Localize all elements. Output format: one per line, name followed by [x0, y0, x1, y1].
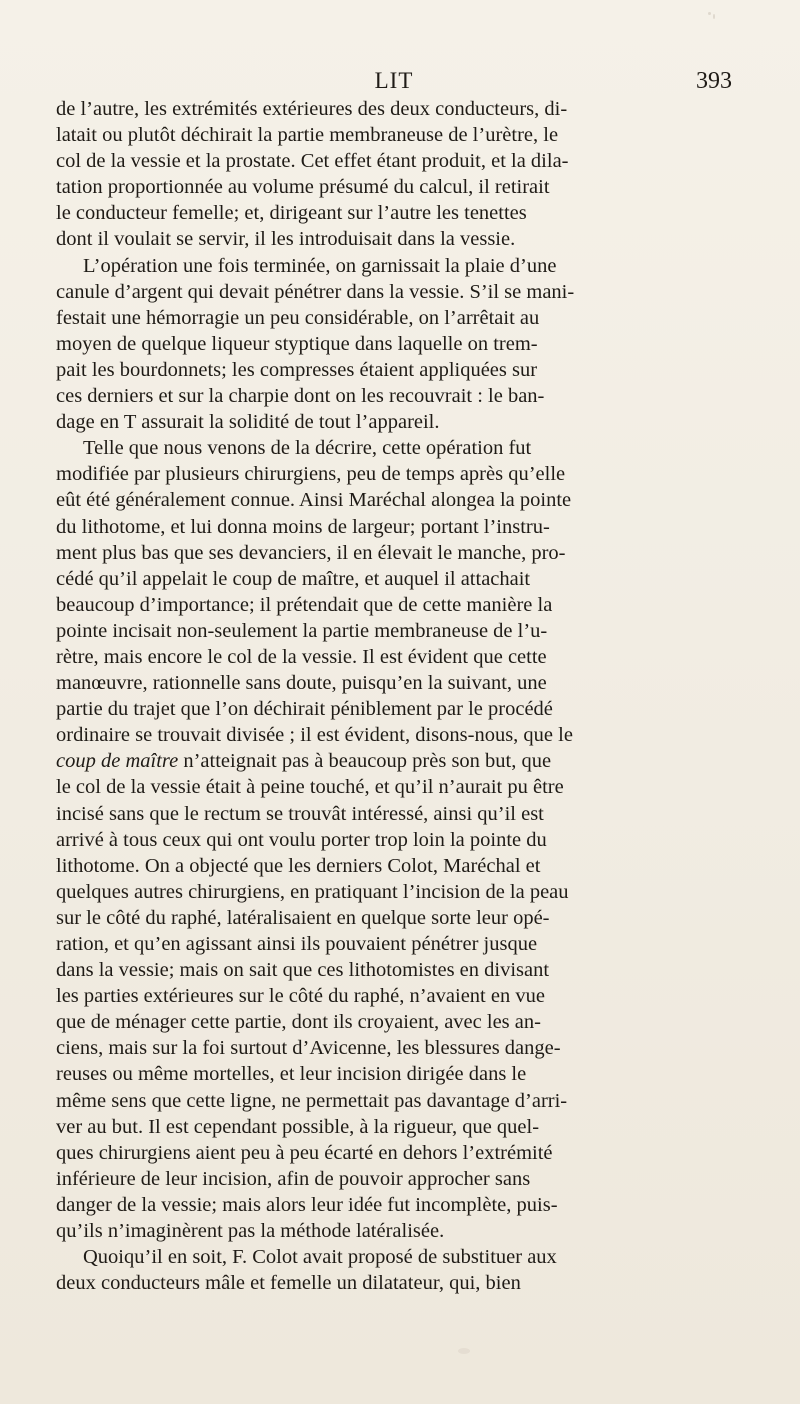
text-line: les parties extérieures sur le côté du raphé, n’avaient en vue: [56, 985, 545, 1008]
text-line: moyen de quelque liqueur styptique dans laquelle on trem-: [56, 332, 538, 355]
text-line: lithotome. On a objecté que les derniers Colot, Maréchal et: [56, 854, 541, 877]
text-line: arrivé à tous ceux qui ont voulu porter trop loin la pointe du: [56, 828, 547, 851]
text-line: que de ménager cette partie, dont ils croyaient, avec les an-: [56, 1011, 541, 1034]
text-line: ment plus bas que ses devanciers, il en élevait le manche, pro-: [56, 541, 566, 564]
paragraph-4: [56, 1244, 724, 1296]
body-text: [56, 96, 724, 1296]
text-line: ces derniers et sur la charpie dont on les recouvrait : le ban-: [56, 385, 545, 408]
text-line: ordinaire se trouvait divisée ; il est évident, disons-nous, que le: [56, 724, 573, 747]
paper-speck: [713, 14, 715, 19]
text-line: sur le côté du raphé, latéralisaient en quelque sorte leur opé-: [56, 906, 550, 929]
text-line: canule d’argent qui devait pénétrer dans la vessie. S’il se mani-: [56, 280, 575, 303]
text-line: tation proportionnée au volume présumé du calcul, il retirait: [56, 176, 550, 199]
text-line: dont il voulait se servir, il les introduisait dans la vessie.: [56, 228, 516, 251]
text-line: de l’autre, les extrémités extérieures des deux conducteurs, di-: [56, 98, 568, 120]
text-line: manœuvre, rationnelle sans doute, puisqu’en la suivant, une: [56, 672, 547, 695]
paragraph-1: [56, 96, 724, 253]
text-line: dans la vessie; mais on sait que ces lithotomistes en divisant: [56, 959, 550, 982]
text-line: dage en T assurait la solidité de tout l’appareil.: [56, 411, 440, 434]
text-line: ciens, mais sur la foi surtout d’Avicenne, les blessures dange-: [56, 1037, 561, 1060]
text-line: ration, et qu’en agissant ainsi ils pouvaient pénétrer jusque: [56, 933, 538, 955]
text-line: Quoiqu’il en soit, F. Colot avait proposé de substituer aux: [83, 1246, 557, 1269]
text-line: eût été généralement connue. Ainsi Maréchal alongea la pointe: [56, 489, 572, 512]
text-line: inférieure de leur incision, afin de pouvoir approcher sans: [56, 1167, 531, 1190]
paper-speck: [708, 12, 711, 15]
text-line: latait ou plutôt déchirait la partie membraneuse de l’urètre, le: [56, 124, 559, 147]
text-line: même sens que cette ligne, ne permettait pas davantage d’arri-: [56, 1089, 568, 1112]
text-line: du lithotome, et lui donna moins de largeur; portant l’instru-: [56, 515, 550, 538]
text-line: cédé qu’il appelait le coup de maître, et auquel il attachait: [56, 567, 531, 590]
text-line: danger de la vessie; mais alors leur idée fut incomplète, puis-: [56, 1193, 558, 1216]
text-line: le col de la vessie était à peine touché, et qu’il n’aurait pu être: [56, 776, 564, 799]
text-line: ques chirurgiens aient peu à peu écarté en dehors l’extrémité: [56, 1141, 553, 1164]
text-line: le conducteur femelle; et, dirigeant sur l’autre les tenettes: [56, 202, 527, 225]
text-line: quelques autres chirurgiens, en pratiquant l’incision de la peau: [56, 880, 569, 903]
paper-speck: [458, 1348, 470, 1354]
text-line: qu’ils n’imaginèrent pas la méthode latéralisée.: [56, 1220, 445, 1243]
text-line: [56, 748, 724, 774]
text-line: pait les bourdonnets; les compresses étaient appliquées sur: [56, 358, 538, 381]
text-line: rètre, mais encore le col de la vessie. Il est évident que cette: [56, 645, 547, 668]
text-line: modifiée par plusieurs chirurgiens, peu de temps après qu’elle: [56, 463, 566, 486]
text-line: reuses ou même mortelles, et leur incision dirigée dans le: [56, 1063, 527, 1086]
text-line: beaucoup d’importance; il prétendait que de cette manière la: [56, 593, 553, 616]
text-line: ver au but. Il est cependant possible, à la rigueur, que quel-: [56, 1115, 540, 1138]
page-number: 393: [696, 68, 732, 94]
italic-phrase: coup de maître: [56, 750, 179, 773]
text-fragment: n’atteignait pas à beaucoup près son but, que: [178, 750, 552, 773]
text-line: partie du trajet que l’on déchirait péniblement par le procédé: [56, 698, 553, 721]
text-line: pointe incisait non-seulement la partie membraneuse de l’u-: [56, 619, 548, 642]
paragraph-2: [56, 253, 724, 436]
text-line: Telle que nous venons de la décrire, cette opération fut: [83, 437, 532, 460]
text-line: col de la vessie et la prostate. Cet effet étant produit, et la dila-: [56, 150, 569, 173]
text-line: festait une hémorragie un peu considérable, on l’arrêtait au: [56, 306, 540, 329]
text-line: deux conducteurs mâle et femelle un dilatateur, qui, bien: [56, 1272, 521, 1295]
paragraph-3: [56, 435, 724, 1244]
text-line: L’opération une fois terminée, on garnissait la plaie d’une: [83, 254, 557, 277]
text-line: incisé sans que le rectum se trouvât intéressé, ainsi qu’il est: [56, 802, 544, 825]
running-head: LIT: [374, 68, 414, 93]
